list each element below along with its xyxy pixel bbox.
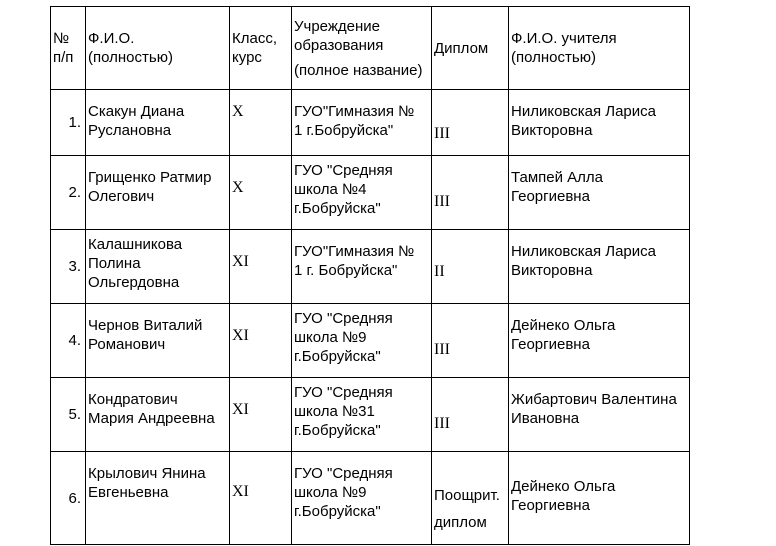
row-class: XI <box>230 304 292 378</box>
row-school: ГУО"Гимназия № 1 г. Бобруйска" <box>292 230 432 304</box>
row-name: Крылович Янина Евгеньевна <box>86 452 230 545</box>
row-diploma: III <box>432 304 509 378</box>
row-class: XI <box>230 230 292 304</box>
row-class: X <box>230 90 292 156</box>
table-row <box>51 230 690 304</box>
row-num: 2. <box>51 156 86 230</box>
header-num: № п/п <box>51 7 86 90</box>
row-num: 6. <box>51 452 86 545</box>
row-school: ГУО "Средняя школа №4 г.Бобруйска" <box>292 156 432 230</box>
row-num: 1. <box>51 90 86 156</box>
row-name: Чернов Виталий Романович <box>86 304 230 378</box>
row-name: Кондратович Мария Андреевна <box>86 378 230 452</box>
row-num: 3. <box>51 230 86 304</box>
results-table <box>50 6 690 545</box>
row-teacher: Тампей Алла Георгиевна <box>509 156 690 230</box>
row-class: XI <box>230 452 292 545</box>
row-name: Калашникова Полина Ольгердовна <box>86 230 230 304</box>
row-diploma: II <box>432 230 509 304</box>
row-teacher: Ниликовская Лариса Викторовна <box>509 90 690 156</box>
row-diploma: III <box>432 378 509 452</box>
header-teacher: Ф.И.О. учителя (полностью) <box>509 7 690 90</box>
row-teacher: Дейнеко Ольга Георгиевна <box>509 304 690 378</box>
table-row <box>51 452 690 545</box>
row-teacher: Дейнеко Ольга Георгиевна <box>509 452 690 545</box>
row-school: ГУО"Гимназия № 1 г.Бобруйска" <box>292 90 432 156</box>
row-name: Скакун Диана Руслановна <box>86 90 230 156</box>
header-diploma: Диплом <box>432 7 509 90</box>
row-num: 5. <box>51 378 86 452</box>
row-num: 4. <box>51 304 86 378</box>
table-header-row <box>51 7 690 90</box>
row-school: ГУО "Средняя школа №9 г.Бобруйска" <box>292 452 432 545</box>
row-diploma: III <box>432 156 509 230</box>
header-class: Класс, курс <box>230 7 292 90</box>
row-diploma: Поощрит. диплом <box>432 452 509 545</box>
header-name: Ф.И.О. (полностью) <box>86 7 230 90</box>
row-school: ГУО "Средняя школа №31 г.Бобруйска" <box>292 378 432 452</box>
row-class: X <box>230 156 292 230</box>
row-diploma: III <box>432 90 509 156</box>
table-row <box>51 378 690 452</box>
table-row <box>51 156 690 230</box>
table-row <box>51 304 690 378</box>
header-school: Учреждение образования (полное название) <box>292 7 432 90</box>
row-name: Грищенко Ратмир Олегович <box>86 156 230 230</box>
table-row <box>51 90 690 156</box>
row-school: ГУО "Средняя школа №9 г.Бобруйска" <box>292 304 432 378</box>
row-class: XI <box>230 378 292 452</box>
row-teacher: Жибартович Валентина Ивановна <box>509 378 690 452</box>
row-teacher: Ниликовская Лариса Викторовна <box>509 230 690 304</box>
